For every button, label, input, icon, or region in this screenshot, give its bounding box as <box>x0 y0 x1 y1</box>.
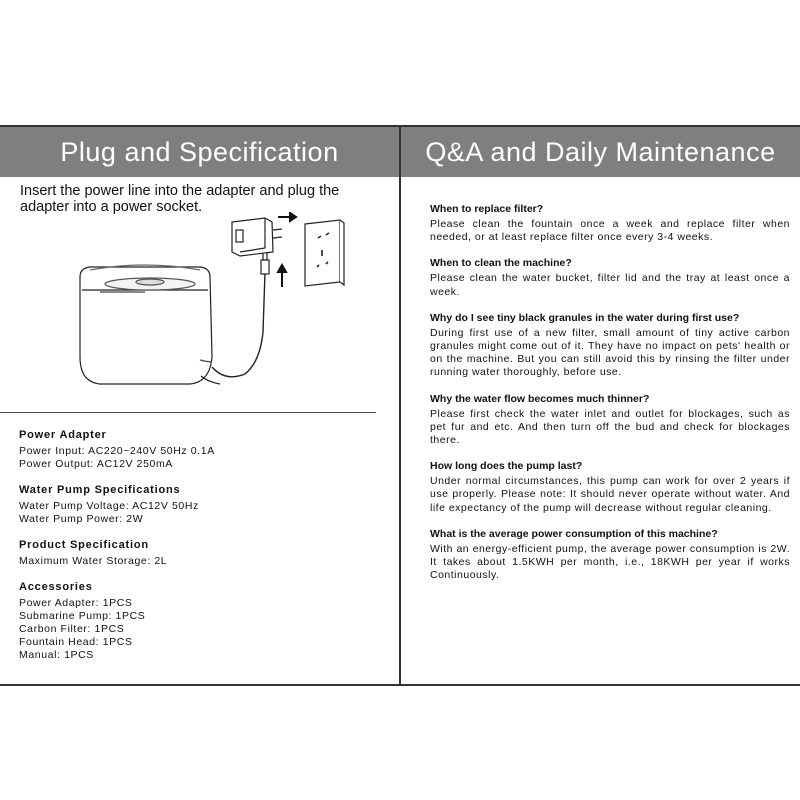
arrow-right-icon <box>278 213 296 221</box>
column-divider <box>399 127 401 684</box>
faq-question: How long does the pump last? <box>430 460 583 473</box>
plug-illustration <box>60 212 380 412</box>
spec-line: Submarine Pump: 1PCS <box>19 610 146 622</box>
power-adapter-icon <box>232 218 282 256</box>
faq-answer: Please clean the water bucket, filter lid and the tray at least once a week. <box>430 272 790 298</box>
arrow-up-icon <box>278 265 286 287</box>
plug-instruction: Insert the power line into the adapter and plug the adapter into a power socket. <box>20 183 340 215</box>
faq-answer: During first use of a new filter, small amount of tiny active carbon granules might come out of it. They have no impact on pets' health or on the machine. But you can still avoid this by rinsing the filter under running water thoroughly, before use. <box>430 326 790 379</box>
faq-item <box>430 203 790 244</box>
spec-line: Carbon Filter: 1PCS <box>19 623 125 635</box>
spec-line: Manual: 1PCS <box>19 649 94 661</box>
faq-question: Why the water flow becomes much thinner? <box>430 392 650 405</box>
faq-question: When to clean the machine? <box>430 257 572 270</box>
spec-line: Power Output: AC12V 250mA <box>19 458 173 470</box>
section-rule <box>0 412 376 413</box>
spec-line: Power Input: AC220~240V 50Hz 0.1A <box>19 445 215 457</box>
spec-line: Fountain Head: 1PCS <box>19 636 133 648</box>
faq-answer: Under normal circumstances, this pump can work for over 2 years if use properly. Please note: It should never operate without water. And life expectancy of the pump will decrease without regular cleaning. <box>430 475 790 514</box>
manual-sheet <box>0 125 800 686</box>
faq-answer: With an energy-efficient pump, the average power consumption is 2W. It takes about 1.5KWH per month, i.e., 18KWH per year if works Continuously. <box>430 542 790 582</box>
spec-title: Power Adapter <box>19 429 107 441</box>
spec-section-product <box>19 539 379 568</box>
faq-item <box>430 257 790 298</box>
spec-line: Water Pump Power: 2W <box>19 513 144 525</box>
spec-list <box>19 429 379 675</box>
wall-socket-icon <box>305 220 344 286</box>
faq-answer: Please clean the fountain once a week and replace filter when needed, or at least replace filter once every 3-4 weeks. <box>430 218 790 244</box>
faq-question: When to replace filter? <box>430 203 544 215</box>
faq-question: What is the average power consumption of this machine? <box>430 527 718 540</box>
faq-answer: Please first check the water inlet and outlet for blockages, such as pet fur and etc. And then turn off the bud and check for blockages there. <box>430 407 790 447</box>
spec-line: Water Pump Voltage: AC12V 50Hz <box>19 500 199 512</box>
spec-line: Power Adapter: 1PCS <box>19 597 133 609</box>
faq-item <box>430 312 790 380</box>
left-banner: Plug and Specification <box>0 127 399 177</box>
spec-line: Maximum Water Storage: 2L <box>19 555 168 567</box>
faq-list <box>430 203 790 595</box>
spec-title: Water Pump Specifications <box>19 484 181 496</box>
faq-item <box>430 393 790 448</box>
spec-title: Product Specification <box>19 539 149 551</box>
power-cable <box>212 272 265 377</box>
spec-title: Accessories <box>19 581 93 593</box>
faq-question: Why do I see tiny black granules in the water during first use? <box>430 311 740 324</box>
spec-section-water-pump <box>19 484 379 526</box>
spec-section-power-adapter <box>19 429 379 471</box>
water-fountain-illustration <box>80 265 212 384</box>
right-banner: Q&A and Daily Maintenance <box>401 127 800 177</box>
spec-section-accessories <box>19 581 379 662</box>
faq-item <box>430 460 790 515</box>
faq-item <box>430 528 790 583</box>
